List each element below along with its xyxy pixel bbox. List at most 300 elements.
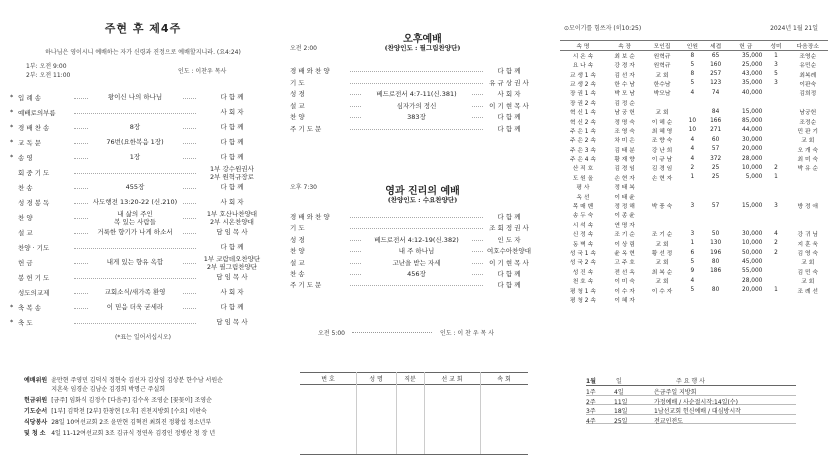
- table-row: [560, 238, 828, 247]
- committee-row: [22, 405, 225, 416]
- table-cell: [727, 295, 764, 304]
- column-header: 인원: [681, 41, 704, 51]
- table-row: [560, 201, 828, 210]
- column-header: 속 회: [497, 376, 511, 383]
- item-content: 8장: [88, 123, 182, 131]
- worship-item: [10, 255, 266, 270]
- table-cell: 김 경 임: [651, 166, 673, 173]
- table-cell: [681, 191, 704, 200]
- table-cell: 조 례 선: [797, 288, 819, 295]
- table-cell: 85,000: [742, 118, 763, 125]
- item-label: 경 배 와 찬 양: [290, 67, 330, 75]
- table-cell: 30,000: [742, 230, 763, 237]
- evening-order: [290, 210, 535, 290]
- table-cell: 교 회: [801, 279, 815, 286]
- committee-row: [22, 416, 225, 427]
- column-header: 속 장: [606, 41, 643, 51]
- table-cell: 80: [711, 258, 720, 265]
- table-cell: 최 보 순: [614, 54, 635, 60]
- evening-sub: (찬양인도 : 수요찬양단): [387, 196, 458, 204]
- dotted-leader: [350, 129, 483, 130]
- table-cell: [764, 145, 787, 154]
- table-cell: [788, 220, 828, 229]
- table-row: [560, 116, 828, 125]
- table-cell: 김 선 자: [614, 72, 635, 79]
- left-panel: [8, 10, 278, 340]
- column-header: 모인집: [643, 41, 680, 51]
- table-cell: 2: [774, 249, 778, 256]
- item-label: 기 도: [290, 78, 305, 87]
- table-cell: 전 선 옥: [614, 269, 635, 276]
- table-cell: 130: [710, 240, 722, 247]
- table-cell: 박 풍 숙: [651, 204, 673, 211]
- afternoon-title: 오후예배: [403, 34, 442, 45]
- table-cell: 주 은 4 속: [569, 157, 596, 164]
- table-cell: 주 은 2 속: [569, 138, 596, 145]
- worship-item: [10, 165, 266, 180]
- item-mark: *: [10, 123, 14, 131]
- table-cell: 2: [774, 164, 778, 171]
- stand-note: (*표는 일어서십시오): [115, 334, 171, 341]
- event-text: 전교인전도: [654, 417, 683, 425]
- service-item: [290, 99, 535, 111]
- item-label: 기 도: [290, 224, 305, 233]
- event-text: 1남선교회 헌신예배 / 대심방시작: [654, 408, 741, 415]
- table-row: [560, 154, 828, 163]
- table-cell: 박 모 남: [614, 91, 635, 98]
- table-cell: [727, 182, 764, 191]
- dotted-leader: [350, 285, 483, 286]
- table-cell: [764, 267, 787, 276]
- table-cell: 271: [710, 127, 722, 134]
- table-cell: 3: [690, 230, 695, 237]
- item-content: 교회소식/새가족 환영: [88, 288, 182, 296]
- table-cell: 이 종 윤: [614, 213, 635, 220]
- event-day: 4일: [614, 389, 624, 396]
- item-content: 거룩한 향기가 나게 하소서: [88, 228, 182, 236]
- table-cell: 조영순: [799, 54, 817, 60]
- column-header: 선 교 회: [441, 376, 463, 383]
- item-leader: 1부 강수원권사 2부 원혁규장로: [198, 165, 266, 181]
- table-cell: 166: [710, 118, 722, 125]
- table-cell: 성 국 2 속: [569, 260, 596, 267]
- item-label: 찬 송: [290, 270, 305, 278]
- table-cell: 도 원 올: [572, 175, 594, 182]
- table-cell: 박 유 순: [797, 166, 819, 173]
- item-leader: 담 임 목 사: [198, 318, 266, 326]
- table-cell: 송 두 숙: [572, 213, 594, 220]
- table-cell: 15,000: [742, 108, 763, 115]
- table-row: [560, 191, 828, 200]
- table-cell: 연 명 자: [614, 222, 635, 229]
- table-cell: 장 권 2 속: [569, 100, 596, 107]
- table-cell: 28,000: [742, 155, 763, 162]
- table-cell: 주 은 3 속: [569, 147, 596, 154]
- table-cell: 김 태 분: [614, 147, 635, 154]
- table-cell: 교 회: [655, 72, 669, 79]
- table-row: [560, 276, 828, 285]
- committee-section: [22, 374, 292, 438]
- table-cell: [643, 295, 680, 304]
- table-cell: 박모남: [653, 91, 671, 98]
- worship-item: [10, 195, 266, 210]
- afternoon-time: 오전 2:00: [290, 45, 317, 52]
- table-cell: [643, 98, 680, 107]
- service-item: [290, 210, 535, 221]
- table-cell: 4: [690, 155, 695, 162]
- item-label: 교 독 문: [18, 139, 41, 147]
- table-row: [560, 79, 828, 88]
- table-cell: 이 상 림: [614, 241, 635, 248]
- table-cell: 10: [688, 127, 697, 134]
- table-cell: 25: [711, 174, 720, 181]
- table-cell: [764, 220, 787, 229]
- table-row: [560, 257, 828, 266]
- table-cell: 이판숙: [799, 81, 817, 88]
- item-label: 찬 송: [18, 184, 33, 192]
- dotted-leader: [350, 71, 483, 72]
- table-cell: [681, 220, 704, 229]
- table-cell: 윤 옥 현: [614, 251, 635, 257]
- table-cell: 257: [710, 71, 722, 78]
- table-cell: 이 수 자: [614, 288, 635, 295]
- service-item: [290, 76, 535, 88]
- afternoon-sub: (찬양인도 : 필그림찬양단): [384, 44, 461, 52]
- table-cell: 이 헤 순: [651, 119, 673, 126]
- item-label: 헌 금: [18, 259, 33, 267]
- item-content: 내 삶의 주인 복 있는 사람들: [88, 210, 182, 226]
- item-label: 설 교: [290, 258, 305, 267]
- table-cell: 이 규 남: [651, 157, 673, 164]
- events-month: 1월: [586, 378, 596, 385]
- service-item: [290, 256, 535, 267]
- table-row: [560, 173, 828, 182]
- table-cell: [681, 107, 704, 116]
- table-cell: 교 생 1 속: [569, 72, 596, 79]
- table-row: [560, 60, 828, 69]
- table-cell: 3: [774, 202, 778, 209]
- table-row: [560, 220, 828, 229]
- table-row: [560, 98, 828, 107]
- table-cell: [764, 182, 787, 191]
- table-cell: 196: [710, 249, 722, 256]
- dawn-leader: 인도 : 이 찬 우 목 사: [440, 330, 495, 337]
- newcomer-table: [300, 372, 528, 454]
- dawn-time: 오전 5:00: [318, 330, 345, 337]
- table-cell: 4: [690, 277, 695, 284]
- item-leader: 다 함 께: [198, 93, 266, 101]
- item-leader: 다 함 께: [198, 123, 266, 131]
- event-row: [586, 396, 796, 406]
- item-label: 성도의교제: [18, 289, 50, 297]
- table-cell: 김 영 숙: [797, 251, 819, 257]
- item-label: 찬 양: [290, 113, 305, 121]
- table-cell: 9: [690, 268, 695, 275]
- table-row: [560, 51, 828, 61]
- item-content: 베드로전서 4:7-11(신.381): [362, 89, 471, 98]
- event-text: 은금주일 지방회: [654, 389, 697, 396]
- table-cell: 5,000: [745, 174, 763, 181]
- worship-item: [10, 270, 266, 285]
- dotted-leader: [74, 323, 196, 324]
- table-cell: 차 미 은: [614, 138, 635, 145]
- item-content: 내게 있는 향유 옥합: [88, 258, 182, 266]
- item-mark: *: [10, 93, 14, 101]
- committee-label: 식당봉사: [24, 419, 48, 426]
- events-day-header: 일: [616, 378, 622, 385]
- table-cell: 55,000: [742, 268, 763, 275]
- table-cell: 160: [710, 61, 722, 68]
- item-leader: 유 규 상 권 사: [483, 78, 535, 87]
- worship-item: [10, 240, 266, 255]
- item-content: 이 믿음 더욱 굳세라: [88, 303, 182, 311]
- item-content: 고난을 받는 자세: [362, 258, 471, 267]
- worship-item: [10, 285, 266, 300]
- table-cell: 김 경 임: [614, 166, 635, 173]
- committee-text: 4일 11-12여선교회 3조 김규식 정연옥 김경인 정병산 청 장 년: [51, 430, 216, 437]
- column-header: 헌 금: [727, 41, 764, 51]
- table-cell: 1: [774, 287, 778, 294]
- table-cell: 산 직 호: [572, 166, 594, 173]
- event-week: 2주: [586, 398, 596, 406]
- table-cell: [681, 182, 704, 191]
- table-cell: [704, 276, 727, 285]
- table-cell: [788, 295, 828, 304]
- table-cell: 교 회: [801, 260, 815, 267]
- table-row: [560, 126, 828, 135]
- table-cell: [788, 173, 828, 182]
- middle-panel: [290, 10, 535, 340]
- table-cell: 성 진 속: [572, 269, 594, 276]
- committee-text: [금주] 임화식 김정수 [다음주] 김수옥 조영순 [꽃꽂이] 조영순: [51, 397, 212, 404]
- table-cell: 1: [774, 52, 778, 59]
- table-row: [560, 145, 828, 154]
- table-cell: 20,000: [742, 146, 763, 153]
- column-header: 직분: [404, 376, 416, 383]
- item-leader: 다 함 께: [483, 280, 535, 289]
- table-cell: [764, 107, 787, 116]
- attendance-table: [560, 40, 828, 304]
- service-item: [290, 267, 535, 278]
- table-cell: 지 훈 욱: [797, 241, 819, 248]
- table-cell: 60: [711, 136, 720, 143]
- event-row: [586, 405, 796, 415]
- table-cell: 조 기 순: [651, 232, 673, 239]
- time-2: 2부: 오전 11:00: [26, 72, 71, 79]
- table-cell: 시 온 속: [572, 54, 594, 60]
- table-cell: 남궁헌: [799, 110, 817, 117]
- event-row: [586, 415, 796, 425]
- worship-item: [10, 210, 266, 225]
- table-cell: [764, 135, 787, 144]
- table-cell: 남 궁 헌: [614, 110, 635, 117]
- table-cell: 6: [690, 249, 695, 256]
- table-cell: [764, 295, 787, 304]
- table-cell: 평 청 1 속: [569, 288, 596, 295]
- table-cell: 44,000: [742, 127, 763, 134]
- item-content: 455장: [88, 183, 182, 191]
- worship-item: [10, 120, 266, 135]
- item-leader: 다 함 께: [483, 124, 535, 133]
- table-cell: [643, 220, 680, 229]
- item-mark: *: [10, 138, 14, 146]
- table-cell: 강 귀 님: [797, 232, 819, 239]
- table-cell: 이 수 자: [651, 288, 673, 295]
- order-of-worship: [10, 90, 266, 330]
- table-cell: 교 회: [655, 279, 669, 286]
- table-cell: 강 난 희: [651, 147, 673, 154]
- table-cell: 20,000: [742, 287, 763, 294]
- column-divider: [356, 372, 357, 454]
- table-cell: 혁 신 1 속: [569, 110, 596, 117]
- table-cell: [681, 210, 704, 219]
- worship-item: [10, 90, 266, 105]
- event-day: 25일: [614, 417, 628, 425]
- committee-label: 및 청 소: [24, 430, 46, 437]
- service-item: [290, 64, 535, 76]
- committee-label: 기도순서: [24, 408, 48, 415]
- committee-label: 예배위원: [24, 377, 48, 384]
- table-cell: 10,000: [742, 164, 763, 171]
- table-cell: 요 나 속: [572, 63, 594, 70]
- table-cell: 5: [690, 80, 695, 87]
- table-cell: 손 현 자: [614, 175, 635, 182]
- table-cell: 혁 신 2 속: [569, 119, 596, 126]
- table-cell: 35,000: [742, 52, 763, 59]
- item-content: 1장: [88, 153, 182, 161]
- table-cell: [764, 126, 787, 135]
- item-leader: 인 도 자: [483, 235, 535, 244]
- table-cell: 조 기 순: [614, 232, 635, 239]
- table-cell: 고 주 호: [614, 260, 635, 267]
- item-label: 찬 양: [18, 214, 33, 222]
- table-cell: 4: [690, 146, 695, 153]
- table-cell: 74: [711, 89, 720, 96]
- table-cell: 3: [774, 61, 778, 68]
- table-cell: 최복례: [799, 72, 817, 79]
- item-content: 내 주 하나님: [362, 246, 471, 255]
- item-label: 축 복 송: [18, 304, 41, 312]
- table-row: [560, 267, 828, 276]
- item-mark: *: [10, 318, 14, 326]
- dotted-leader: [74, 173, 196, 174]
- column-divider: [396, 372, 397, 454]
- table-cell: 2: [690, 164, 695, 171]
- table-cell: 이 태 윤: [614, 194, 635, 201]
- committee-text: [1부] 김학천 [2부] 한창현 [오후] 진천지방회 [수요] 이판숙: [51, 408, 207, 415]
- column-header: 성 명: [369, 376, 383, 383]
- table-cell: [704, 98, 727, 107]
- item-label: 설 교: [290, 101, 305, 110]
- table-row: [560, 229, 828, 238]
- bulletin-date: 2024년 1월 21일: [770, 25, 818, 32]
- item-label: 주 기 도 문: [290, 124, 322, 133]
- table-cell: 4: [690, 89, 695, 96]
- table-row: [560, 295, 828, 304]
- item-label: 설 교: [18, 229, 33, 237]
- column-header: 성미: [764, 41, 787, 51]
- item-content: 사도행전 13:20-22 (신.210): [88, 198, 182, 206]
- service-item: [290, 122, 535, 134]
- table-cell: 손 현 자: [651, 175, 673, 182]
- table-row: [560, 135, 828, 144]
- worship-item: [10, 300, 266, 315]
- dotted-leader: [350, 217, 483, 218]
- table-cell: 186: [710, 268, 722, 275]
- table-cell: [788, 210, 828, 219]
- table-cell: 35,000: [742, 80, 763, 87]
- item-leader: 다 함 께: [198, 153, 266, 161]
- table-cell: 조정순: [799, 119, 817, 126]
- table-cell: 50,000: [742, 249, 763, 256]
- table-cell: [764, 210, 787, 219]
- table-cell: 교 회: [655, 241, 669, 248]
- table-cell: 10: [688, 118, 697, 125]
- table-cell: 동 벽 속: [572, 241, 594, 248]
- item-label: 경 배 와 찬 양: [290, 213, 330, 221]
- table-cell: 30,000: [742, 136, 763, 143]
- table-row: [560, 248, 828, 257]
- dotted-leader: [350, 228, 483, 229]
- table-cell: [643, 182, 680, 191]
- item-label: 성 경: [290, 90, 305, 98]
- table-cell: [764, 88, 787, 97]
- table-cell: 43,000: [742, 71, 763, 78]
- table-cell: 5: [690, 258, 695, 265]
- table-cell: [704, 210, 727, 219]
- column-divider: [424, 372, 425, 454]
- table-cell: 최 미 숙: [797, 157, 819, 164]
- attendance-header: ⊙모이기를 힘쓰자 (히10:25): [564, 25, 642, 32]
- table-cell: 신 정 속: [572, 232, 594, 239]
- table-cell: 28,000: [742, 277, 763, 284]
- table-cell: 원혁규: [653, 63, 671, 70]
- table-row: [560, 88, 828, 97]
- table-cell: 시 석 속: [572, 222, 594, 229]
- table-cell: 최 복 순: [651, 269, 673, 276]
- table-cell: 한수남: [653, 81, 671, 88]
- table-cell: 4: [690, 136, 695, 143]
- item-leader: 다 함 께: [483, 212, 535, 221]
- table-cell: 57: [711, 202, 720, 209]
- item-leader: 담 임 목 사: [198, 228, 266, 236]
- table-cell: 교 생 2 속: [569, 81, 596, 88]
- service-item: [290, 233, 535, 244]
- table-cell: 이 미 숙: [614, 279, 635, 286]
- item-leader: 다 함 께: [198, 183, 266, 191]
- item-leader: 이 기 현 목 사: [483, 101, 535, 110]
- item-leader: 다 함 께: [483, 66, 535, 75]
- table-cell: [727, 98, 764, 107]
- bulletin-title: 주현 후 제4주: [104, 22, 182, 35]
- item-label: 성 경: [290, 235, 305, 244]
- afternoon-order: [290, 64, 535, 136]
- dotted-leader: [350, 83, 483, 84]
- item-leader: 다 함 께: [198, 138, 266, 146]
- table-cell: 84: [711, 108, 720, 115]
- table-cell: 한 수 남: [614, 81, 635, 88]
- item-leader: 사 회 자: [198, 108, 266, 116]
- table-row: [560, 69, 828, 78]
- table-cell: 372: [710, 155, 722, 162]
- table-cell: 5: [690, 287, 695, 294]
- table-cell: 5: [690, 61, 695, 68]
- table-cell: 25: [711, 164, 720, 171]
- event-day: 18일: [614, 408, 628, 415]
- table-cell: [764, 257, 787, 266]
- time-1: 1부: 오전 9:00: [26, 63, 67, 70]
- item-label: 찬 양: [290, 247, 305, 256]
